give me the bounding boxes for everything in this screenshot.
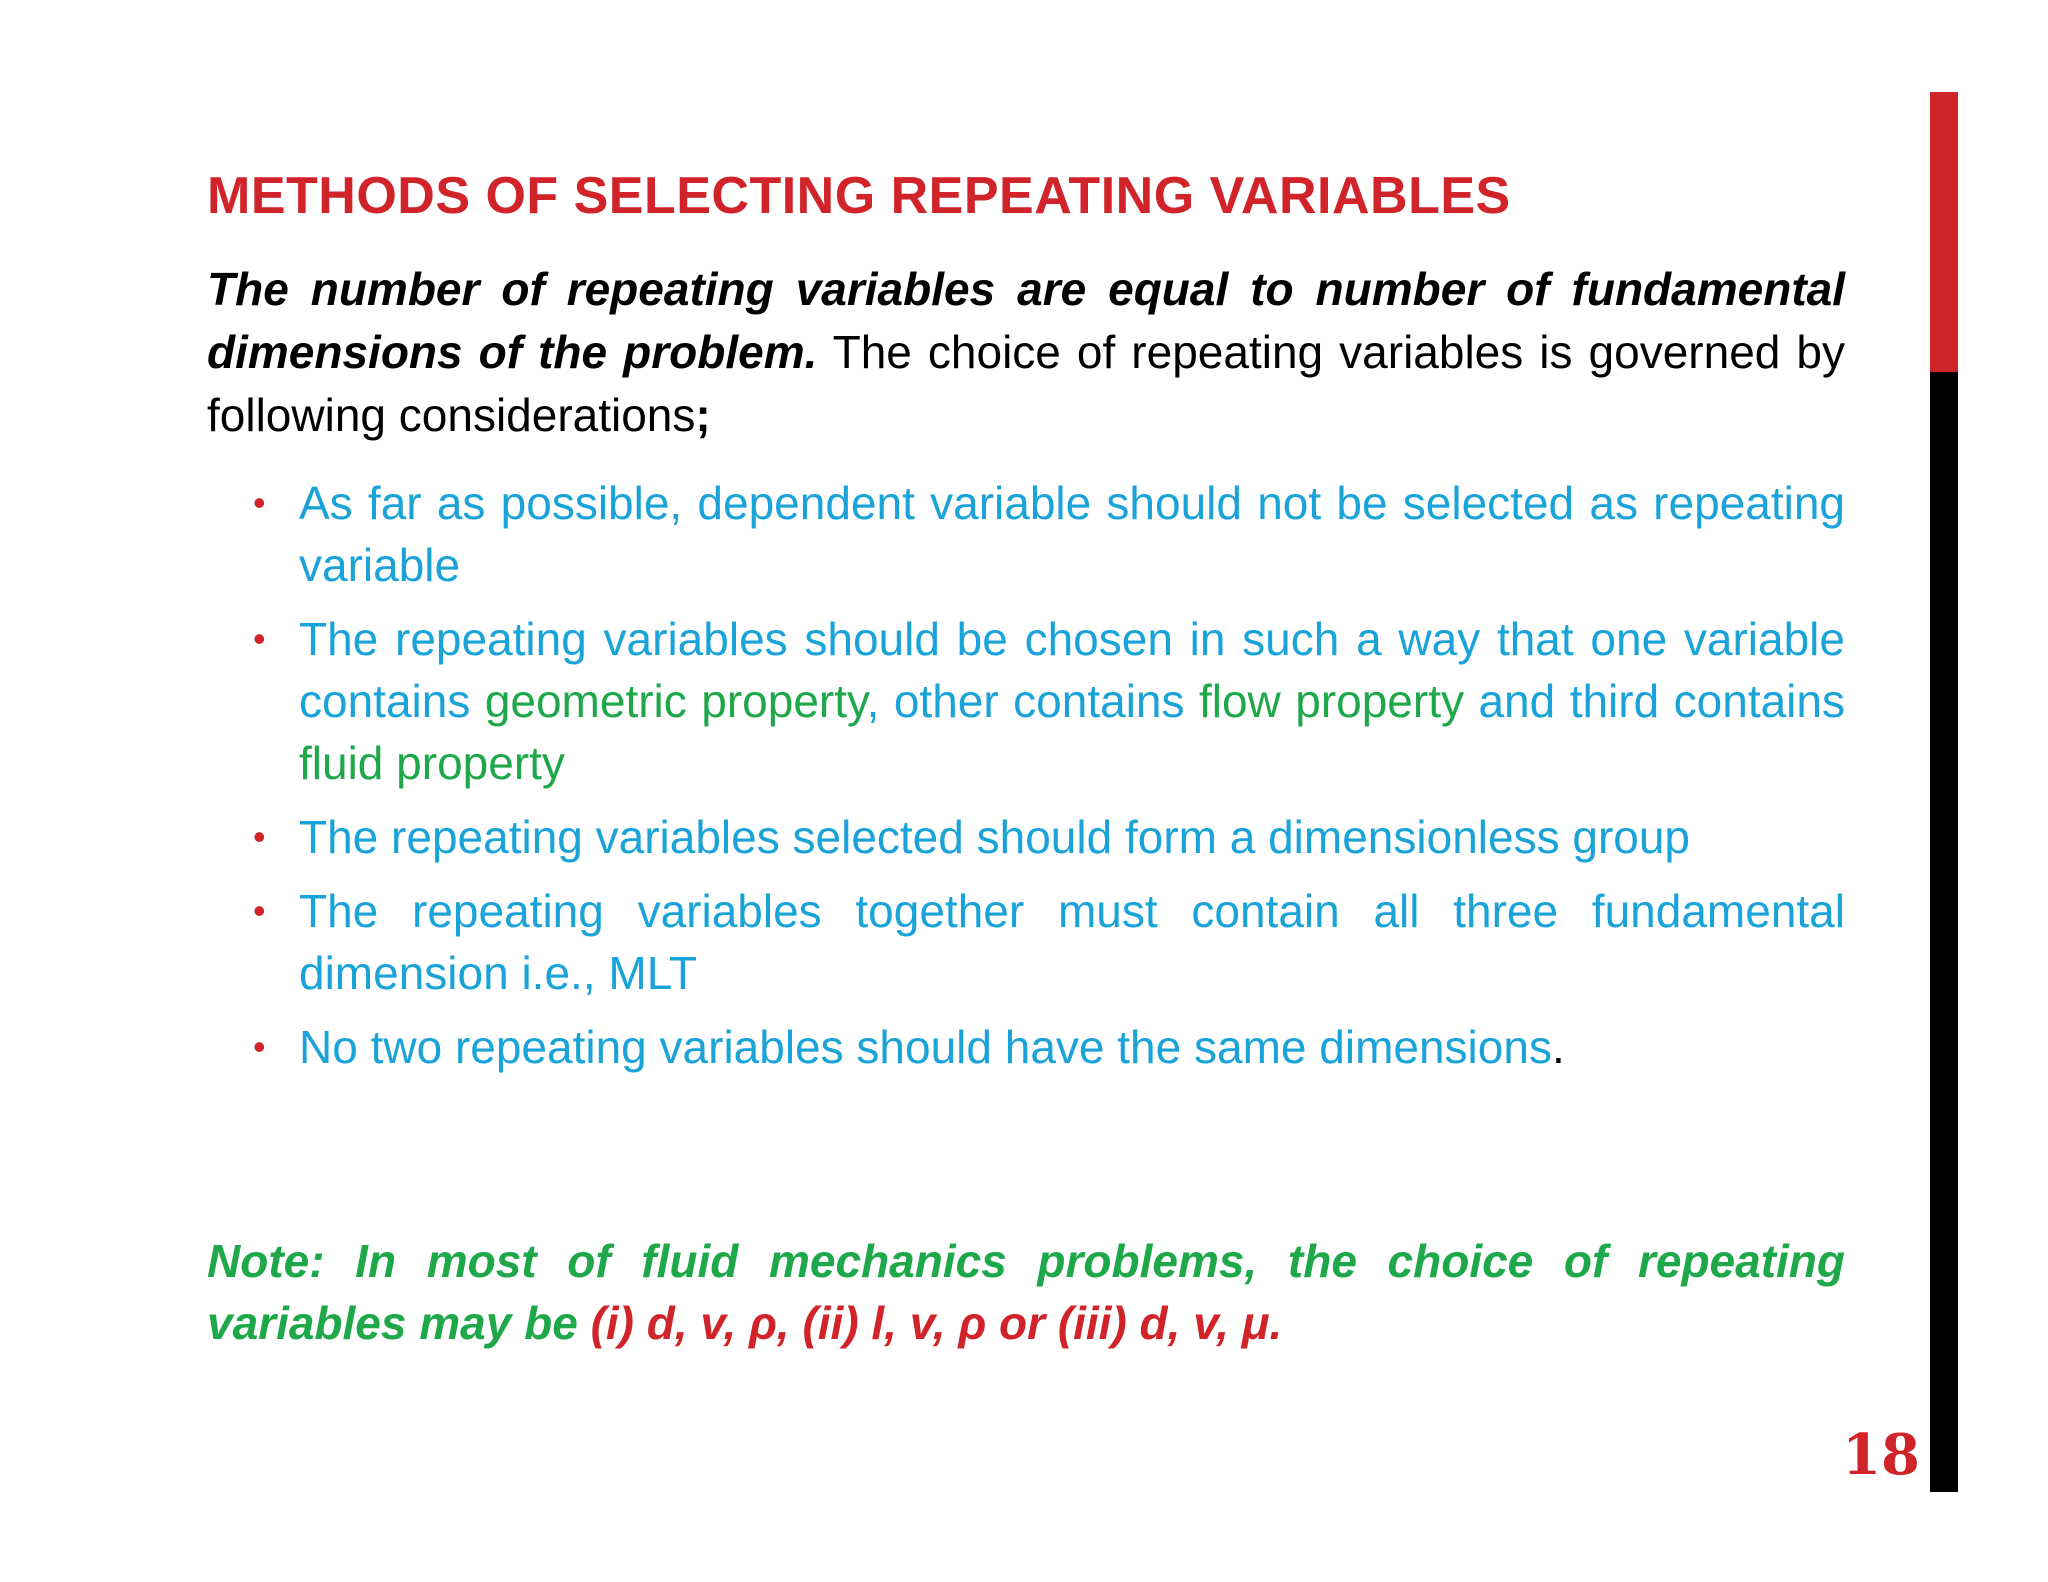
bullet-text-part: The repeating variables should be chosen in such a way that one variable contains (299, 613, 1845, 727)
bullet-text: The repeating variables together must contain all three fundamental dimension i.e., MLT (299, 885, 1845, 999)
highlight-flow-property: flow property (1198, 675, 1464, 727)
list-item (253, 472, 1845, 596)
slide-title: METHODS OF SELECTING REPEATING VARIABLES (207, 167, 1511, 225)
highlight-geometric-property: geometric property (484, 675, 867, 727)
note-variable-options: (i) d, v, ρ, (ii) l, v, ρ or (iii) d, v, μ. (590, 1297, 1283, 1349)
highlight-fluid-property: fluid property (299, 737, 565, 789)
intro-paragraph (207, 258, 1845, 447)
intro-lead-text: The number of repeating variables are equal to number of fundamental dimensions of the problem. (207, 263, 1845, 378)
bullet-text: No two repeating variables should have the same dimensions (299, 1021, 1552, 1073)
note-paragraph (207, 1230, 1845, 1354)
bullet-icon: • (253, 816, 266, 857)
bullet-icon: • (253, 1026, 266, 1067)
bullet-text-part: , other contains (866, 675, 1199, 727)
list-item (253, 1016, 1845, 1078)
side-accent-bar-red (1930, 92, 1958, 372)
list-item (253, 608, 1845, 794)
list-item (253, 806, 1845, 868)
bullet-text-part: and third contains (1464, 675, 1845, 727)
bullet-icon: • (253, 618, 266, 659)
bullet-trailing-period: . (1551, 1021, 1565, 1073)
intro-semicolon: ; (695, 389, 711, 441)
page-number: 18 (1842, 1422, 1920, 1488)
note-text: Note: In most of fluid mechanics problems, the choice of repeating variables may be (207, 1235, 1845, 1349)
bullet-text: As far as possible, dependent variable should not be selected as repeating variable (299, 477, 1845, 591)
bullet-icon: • (253, 890, 266, 931)
list-item (253, 880, 1845, 1004)
bullet-icon: • (253, 482, 266, 523)
considerations-list (253, 472, 1845, 1090)
bullet-text: The repeating variables selected should form a dimensionless group (299, 811, 1691, 863)
intro-rest-text: The choice of repeating variables is governed by following considerations (207, 326, 1845, 441)
side-accent-bar-black (1930, 372, 1958, 1492)
